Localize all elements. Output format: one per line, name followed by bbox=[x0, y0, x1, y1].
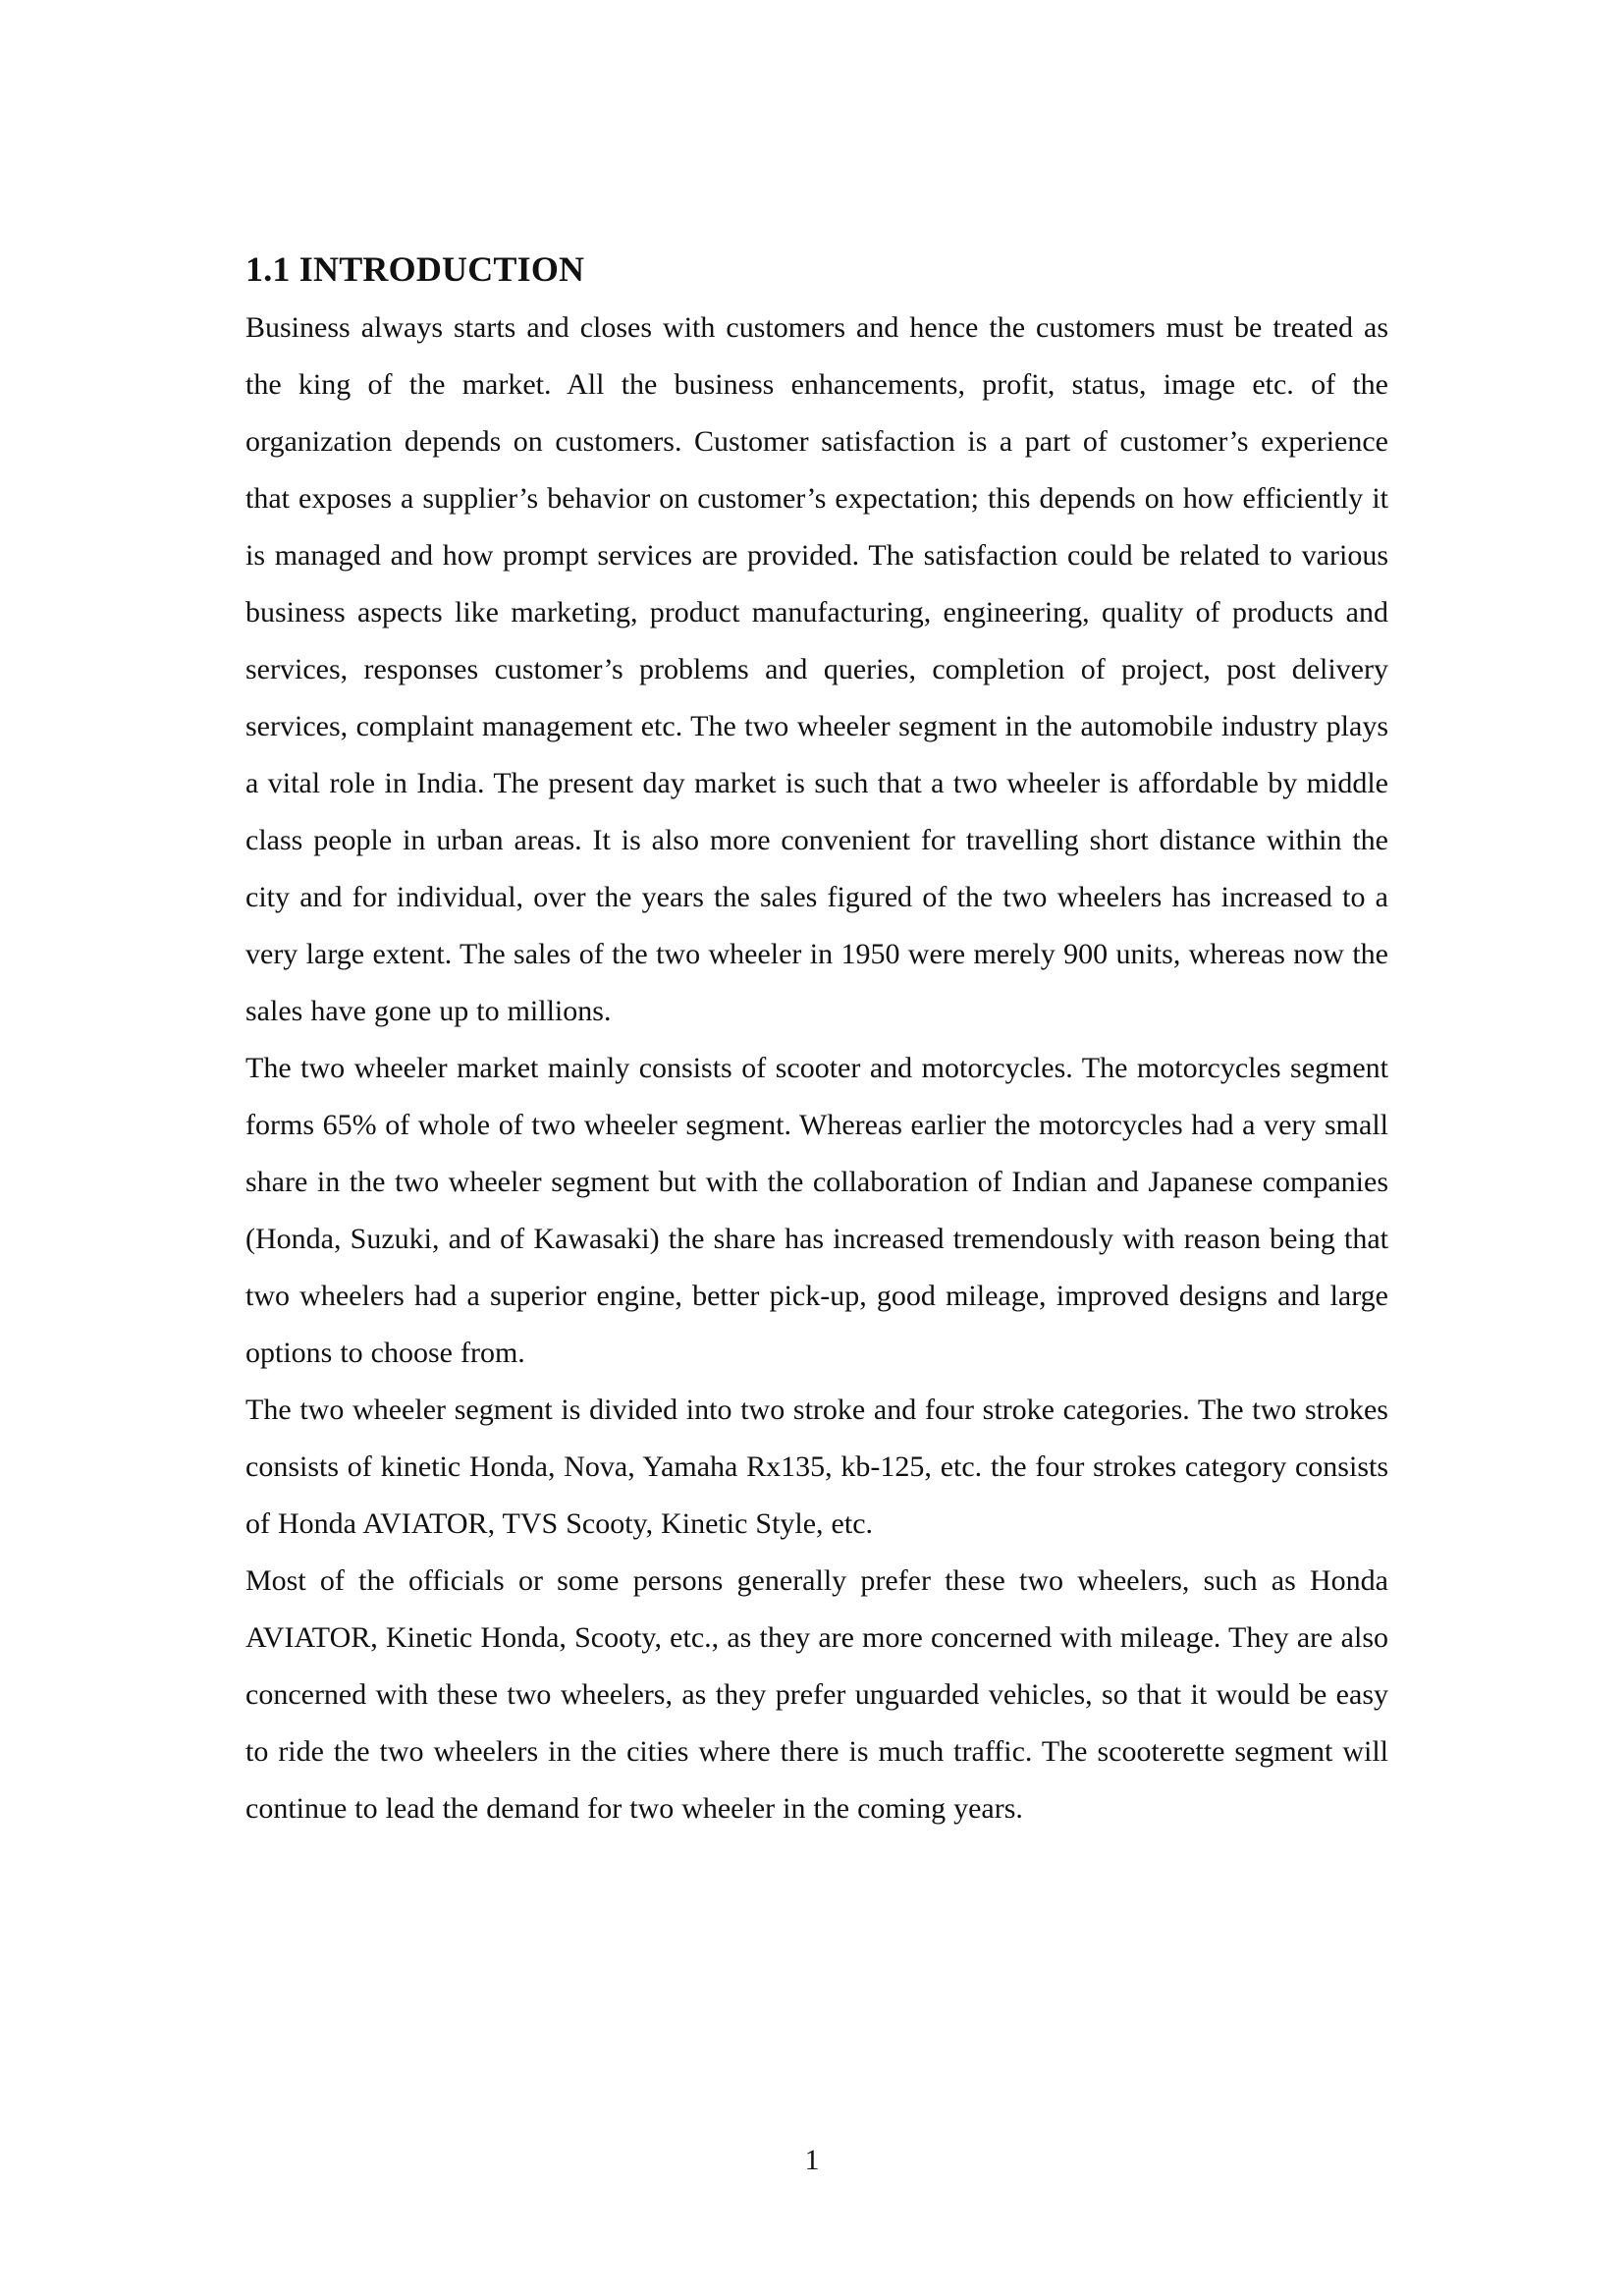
page-number: 1 bbox=[804, 2144, 820, 2176]
page-content bbox=[245, 247, 1388, 1837]
section-heading: 1.1 INTRODUCTION bbox=[245, 249, 585, 289]
paragraph-customer-satisfaction: Business always starts and closes with customers and hence the customers must be treated as the king of the market. All the business enhancements, profit, status, image etc. of the organization depends on customers. Customer satisfaction is a part of customer’s experience that exposes a supplier’s behavior on customer’s expectation; this depends on how efficiently it is managed and how prompt services are provided. The satisfaction could be related to various business aspects like marketing, product manufacturing, engineering, quality of products and services, responses customer’s problems and queries, completion of project, post delivery services, complaint management etc. The two wheeler segment in the automobile industry plays a vital role in India. The present day market is such that a two wheeler is affordable by middle class people in urban areas. It is also more convenient for travelling short distance within the city and for individual, over the years the sales figured of the two wheelers has increased to a very large extent. The sales of the two wheeler in 1950 were merely 900 units, whereas now the sales have gone up to millions. bbox=[245, 311, 1388, 1027]
paragraph-stroke-categories: The two wheeler segment is divided into two stroke and four stroke categories. The two strokes consists of kinetic Honda, Nova, Yamaha Rx135, kb-125, etc. the four strokes category consists of Honda AVIATOR, TVS Scooty, Kinetic Style, etc. bbox=[245, 1394, 1388, 1540]
paragraph-preferences: Most of the officials or some persons generally prefer these two wheelers, such as Honda AVIATOR, Kinetic Honda, Scooty, etc., as they are more concerned with mileage. They are also concerned with these two wheelers, as they prefer unguarded vehicles, so that it would be easy to ride the two wheelers in the cities where there is much traffic. The scooterette segment will continue to lead the demand for two wheeler in the coming years. bbox=[245, 1564, 1388, 1825]
paragraph-two-wheeler-market: The two wheeler market mainly consists of scooter and motorcycles. The motorcycles segment forms 65% of whole of two wheeler segment. Whereas earlier the motorcycles had a very small share in the two wheeler segment but with the collaboration of Indian and Japanese companies (Honda, Suzuki, and of Kawasaki) the share has increased tremendously with reason being that two wheelers had a superior engine, better pick-up, good mileage, improved designs and large options to choose from. bbox=[245, 1052, 1388, 1369]
